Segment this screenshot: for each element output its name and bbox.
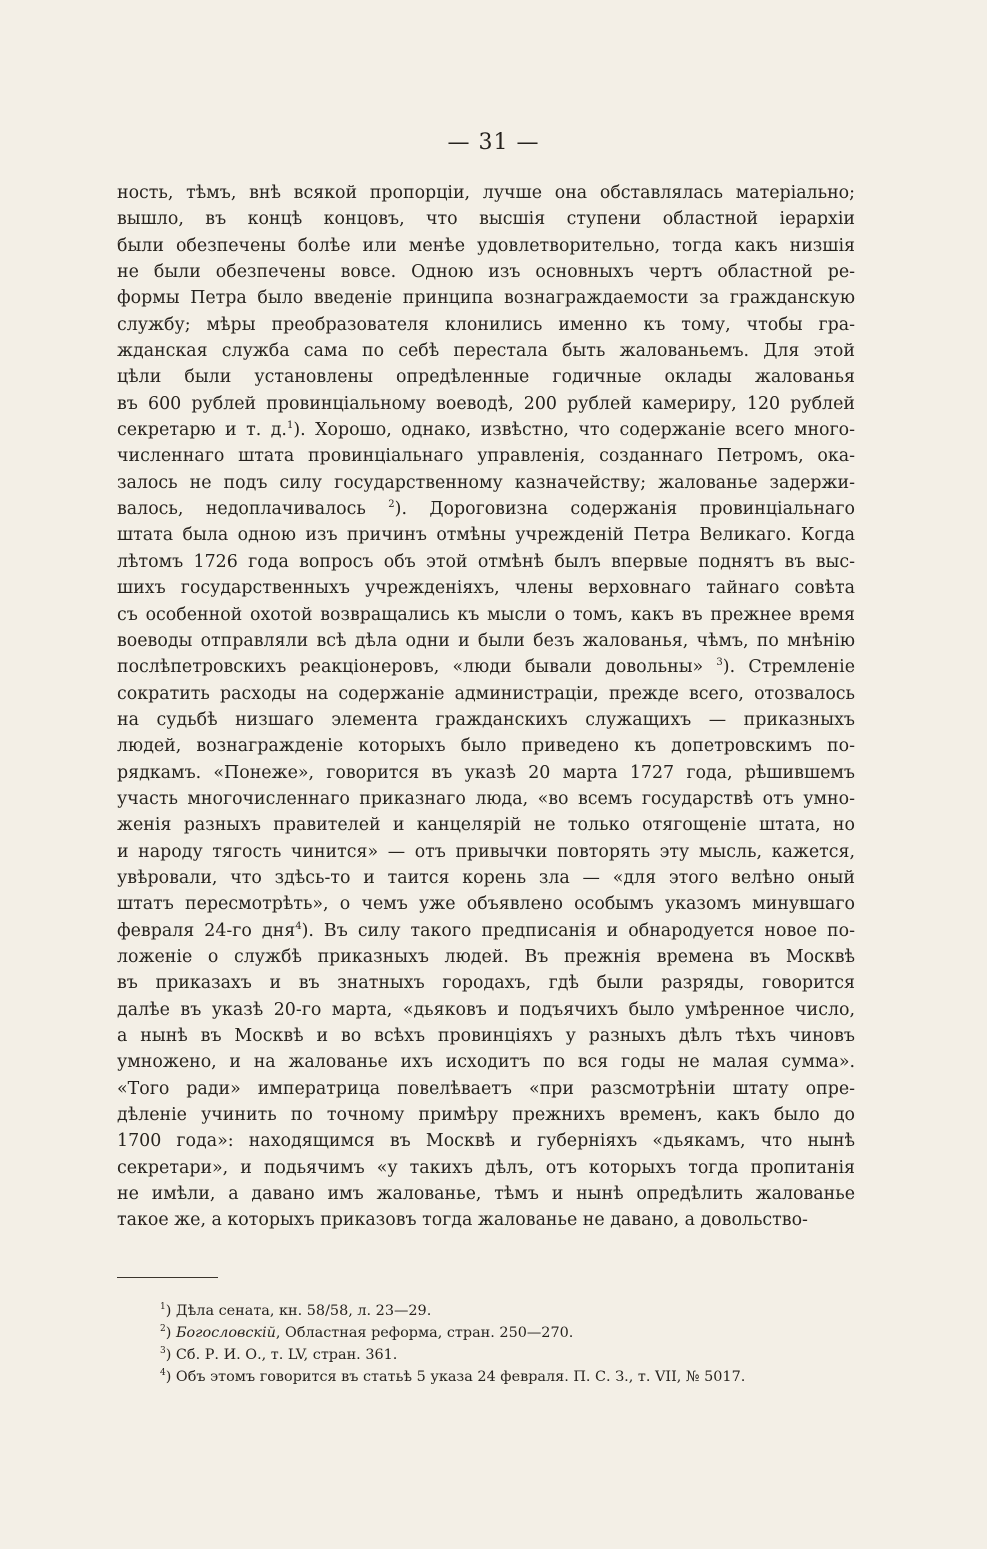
text-run: а нынѣ въ Москвѣ и во всѣхъ провинціяхъ у разныхъ дѣлъ тѣхъ чиновъ: [117, 1026, 855, 1046]
text-run: дѣленіе учинить по точному примѣру прежнихъ временъ, какъ было до: [117, 1105, 855, 1126]
footnote-ref: 2: [388, 499, 395, 511]
text-line: [117, 654, 855, 680]
text-line: [117, 443, 855, 469]
text-run: ). Стремленіе: [722, 657, 855, 678]
text-run: воеводы отправляли всѣ дѣла одни и были безъ жалованья, чѣмъ, по мнѣнію: [117, 630, 855, 651]
text-line: [117, 1128, 855, 1154]
text-line: [117, 970, 855, 996]
text-run: и народу тягость чинится» — отъ привычки повторять эту мысль, кажется,: [117, 841, 855, 862]
text-run: валось, недоплачивалось: [117, 499, 389, 520]
text-line: [117, 233, 855, 259]
text-run: съ особенной охотой возвращались къ мысли о томъ, какъ въ прежнее время: [117, 604, 855, 625]
text-line: [117, 839, 855, 865]
text-line: [117, 391, 855, 417]
text-run: сократить расходы на содержаніе администраціи, прежде всего, отозвалось: [117, 683, 855, 704]
text-line: [117, 1102, 855, 1128]
text-run: лѣтомъ 1726 года вопросъ объ этой отмѣнѣ былъ впервые поднятъ въ выс-: [117, 551, 855, 572]
text-run: ность, тѣмъ, внѣ всякой пропорціи, лучше она обставлялась матеріально;: [117, 183, 855, 203]
footnote-text: ) Сб. Р. И. О., т. LV, стран. 361.: [165, 1347, 398, 1363]
text-run: въ 600 рублей провинціальному воеводѣ, 200 рублей камериру, 120 рублей: [117, 393, 855, 414]
text-line: [117, 522, 855, 548]
text-run: залось не подъ силу государственному казначейству; жалованье задержи-: [117, 472, 855, 493]
text-run: февраля 24-го дня: [117, 920, 296, 941]
text-run: цѣли были установлены опредѣленные годичные оклады жалованья: [117, 367, 855, 388]
text-line: [117, 338, 855, 364]
footnote: [160, 1366, 860, 1388]
text-line: [117, 944, 855, 970]
text-line: [117, 1023, 855, 1049]
footnote-author: Богословскій: [175, 1325, 276, 1341]
body-text: [117, 180, 855, 1234]
text-run: не имѣли, а давано имъ жалованье, тѣмъ и нынѣ опредѣлить жалованье: [117, 1184, 855, 1205]
text-line: [117, 1155, 855, 1181]
text-line: [117, 681, 855, 707]
footnote: [160, 1300, 860, 1322]
text-run: «Того ради» императрица повелѣваетъ «при разсмотрѣніи штату опре-: [117, 1078, 855, 1099]
text-line: [117, 918, 855, 944]
text-line: [117, 285, 855, 311]
footnote-text: , Областная реформа, стран. 250—270.: [275, 1325, 574, 1341]
text-run: въ приказахъ и въ знатныхъ городахъ, гдѣ были разряды, говорится: [117, 973, 855, 994]
text-run: людей, вознагражденіе которыхъ было приведено къ допетровскимъ по-: [117, 736, 855, 757]
page-number: — 31 —: [447, 130, 540, 155]
text-line: [117, 364, 855, 390]
text-run: жданская служба сама по себѣ перестала быть жалованьемъ. Для этой: [117, 341, 855, 362]
text-run: шихъ государственныхъ учрежденіяхъ, члены верховнаго тайнаго совѣта: [117, 578, 855, 599]
text-run: ). Въ силу такого предписанія и обнародуется новое по-: [301, 920, 855, 941]
text-run: не были обезпечены вовсе. Одною изъ основныхъ чертъ областной ре-: [117, 262, 855, 283]
text-line: [117, 575, 855, 601]
footnote: [160, 1322, 860, 1344]
text-line: [117, 760, 855, 786]
text-line: [117, 786, 855, 812]
text-line: [117, 1076, 855, 1102]
footnote-text: ) Дѣла сената, кн. 58/58, л. 23—29.: [165, 1303, 432, 1319]
text-line: [117, 707, 855, 733]
text-run: штатъ пересмотрѣть», о чемъ уже объявлено особымъ указомъ минувшаго: [117, 894, 855, 915]
text-run: 1700 года»: находящимся въ Москвѣ и губерніяхъ «дьякамъ, что нынѣ: [117, 1131, 855, 1152]
text-line: [117, 180, 855, 206]
text-run: рядкамъ. «Понеже», говорится въ указѣ 20 марта 1727 года, рѣшившемъ: [117, 762, 855, 783]
text-run: ложеніе о службѣ приказныхъ людей. Въ прежнія времена въ Москвѣ: [117, 946, 855, 967]
text-run: вышло, въ концѣ концовъ, что высшія ступени областной іерархіи: [117, 209, 855, 230]
footnote-mark: 1: [160, 1302, 166, 1312]
text-run: увѣровали, что здѣсь-то и таится корень зла — «для этого велѣно оный: [117, 867, 855, 888]
footnote-ref: 4: [295, 920, 302, 932]
text-run: были обезпечены болѣе или менѣе удовлетворительно, тогда какъ низшія: [117, 235, 855, 256]
text-line: [117, 259, 855, 285]
text-run: штата была одною изъ причинъ отмѣны учрежденій Петра Великаго. Когда: [117, 525, 855, 546]
text-run: секретарю и т. д.: [117, 420, 287, 441]
footnote-mark: 4: [160, 1368, 166, 1378]
text-line: [117, 1207, 855, 1233]
text-line: [117, 733, 855, 759]
text-line: [117, 628, 855, 654]
footnote-mark: 2: [160, 1324, 166, 1334]
text-line: [117, 1181, 855, 1207]
text-line: [117, 417, 855, 443]
footnote-ref: 1: [286, 420, 294, 432]
text-line: [117, 206, 855, 232]
text-line: [117, 891, 855, 917]
text-run: секретари», и подьячимъ «у такихъ дѣлъ, отъ которыхъ тогда пропитанія: [117, 1157, 855, 1178]
text-run: послѣпетровскихъ реакціонеровъ, «люди бывали довольны»: [117, 657, 717, 678]
text-line: [117, 312, 855, 338]
text-run: службу; мѣры преобразователя клонились именно къ тому, чтобы гра-: [117, 314, 855, 335]
footnote-divider: [117, 1277, 218, 1278]
text-line: [117, 812, 855, 838]
footnotes: [160, 1300, 860, 1388]
footnote: [160, 1344, 860, 1366]
footnote-ref: 3: [716, 657, 723, 669]
text-run: формы Петра было введеніе принципа вознаграждаемости за гражданскую: [117, 288, 855, 309]
text-line: [117, 549, 855, 575]
text-run: такое же, а которыхъ приказовъ тогда жалованье не давано, а довольство-: [117, 1210, 808, 1231]
text-run: умножено, и на жалованье ихъ исходитъ по вся годы не малая сумма».: [117, 1052, 855, 1073]
text-run: ). Дороговизна содержанія провинціальнаго: [394, 499, 855, 520]
text-run: на судьбѣ низшаго элемента гражданскихъ служащихъ — приказныхъ: [117, 709, 855, 730]
text-line: [117, 997, 855, 1023]
text-line: [117, 602, 855, 628]
text-run: женія разныхъ правителей и канцелярій не только отягощеніе штата, но: [117, 815, 855, 836]
text-run: численнаго штата провинціальнаго управленія, созданнаго Петромъ, ока-: [117, 446, 855, 467]
text-line: [117, 865, 855, 891]
text-line: [117, 496, 855, 522]
text-line: [117, 470, 855, 496]
footnote-text: ) Объ этомъ говорится въ статьѣ 5 указа 24 февраля. П. С. З., т. VII, № 5017.: [165, 1369, 746, 1385]
text-run: ). Хорошо, однако, извѣстно, что содержаніе всего много-: [293, 420, 855, 441]
footnote-text: ): [165, 1325, 176, 1341]
footnote-mark: 3: [160, 1346, 166, 1356]
text-run: далѣе въ указѣ 20-го марта, «дьяковъ и подъячихъ было умѣренное число,: [117, 999, 855, 1020]
text-run: участь многочисленнаго приказнаго люда, «во всемъ государствѣ отъ умно-: [117, 788, 855, 809]
text-line: [117, 1049, 855, 1075]
